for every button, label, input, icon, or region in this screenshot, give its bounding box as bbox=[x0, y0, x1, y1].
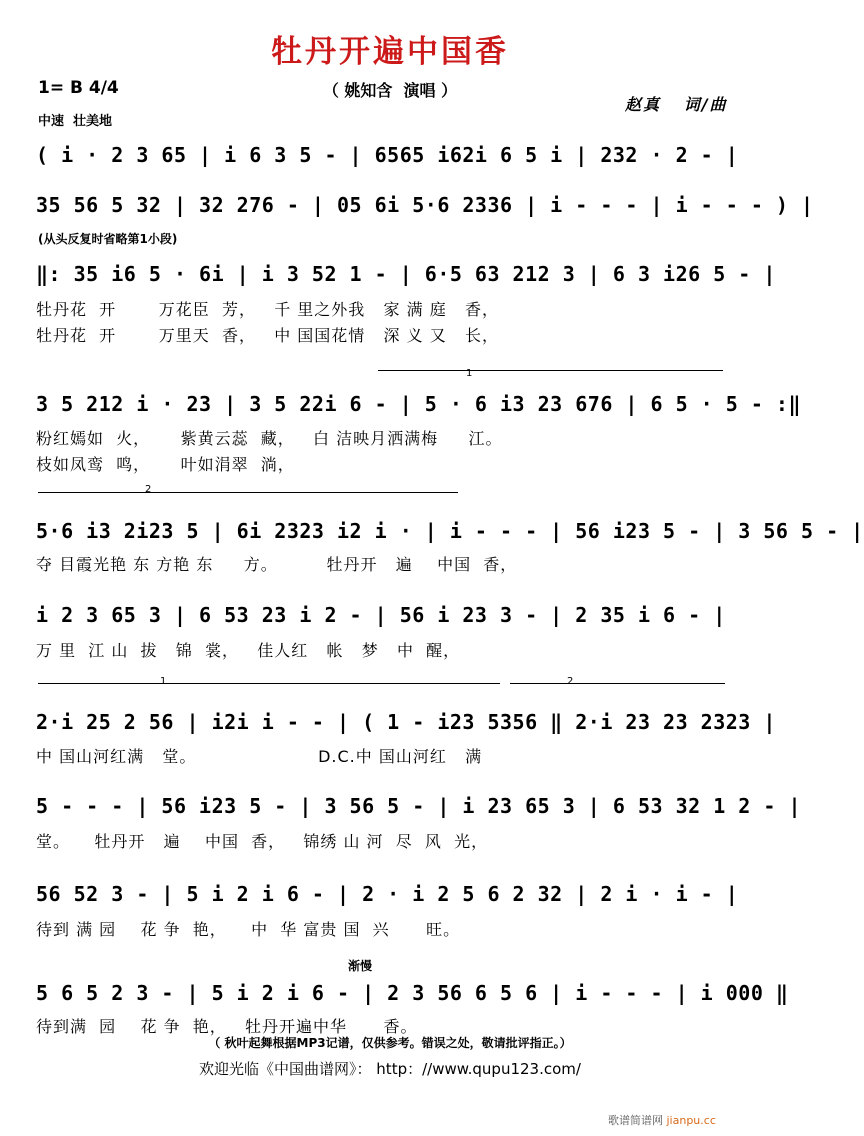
notation-row-3: ‖: 35 i6 5 · 6i | i 3 52 1 - | 6·5 63 212 3 | 6 3 i26 5 - | bbox=[36, 262, 776, 286]
transcription-note: （ 秋叶起舞根据MP3记谱，仅供参考。错误之处，敬请批评指正。） bbox=[208, 1036, 572, 1050]
volta-number-4: 2 bbox=[567, 676, 574, 687]
lyric-row-10: 待到满 园 花 争 艳， 牡丹开遍中华 香。 bbox=[36, 1017, 418, 1036]
lyric-row-4a: 粉红嫣如 火， 紫黄云蕊 藏， 白 洁映月洒满梅 江。 bbox=[36, 429, 503, 448]
repeat-remark: (从头反复时省略第1小段) bbox=[38, 232, 178, 246]
notation-row-7: 2·i 25 2 56 | i2i i - - | ( 1 - i23 5356 ‖ 2·i 23 23 2323 | bbox=[36, 710, 776, 734]
notation-row-1: ( i · 2 3 65 | i 6 3 5 - | 6565 i62i 6 5 i | 232 · 2 - | bbox=[36, 143, 739, 167]
volta-bracket-4 bbox=[510, 683, 725, 684]
key-signature: 1= B 4/4 bbox=[38, 78, 119, 98]
notation-row-10: 5 6 5 2 3 - | 5 i 2 i 6 - | 2 3 56 6 5 6 | i - - - | i 000 ‖ bbox=[36, 981, 789, 1005]
tempo-marking: 中速 壮美地 bbox=[38, 114, 113, 129]
lyric-row-4b: 枝如凤鸾 鸣， 叶如涓翠 淌， bbox=[36, 455, 295, 474]
watermark-domain: jianpu.cc bbox=[666, 1114, 716, 1127]
lyric-row-7: 中 国山河红满 堂。 D.C.中 国山河红 满 bbox=[36, 747, 483, 766]
volta-bracket-1 bbox=[378, 370, 723, 371]
watermark bbox=[608, 1112, 716, 1128]
lyric-row-8: 堂。 牡丹开 遍 中国 香， 锦绣 山 河 尽 风 光， bbox=[36, 832, 489, 851]
author-credit: 赵真 词/曲 bbox=[625, 95, 728, 114]
song-title: 牡丹开遍中国香 bbox=[271, 34, 509, 70]
ritardando-marking: 渐慢 bbox=[348, 959, 373, 973]
lyric-row-6: 万 里 江 山 拔 锦 裳， 佳人红 帐 梦 中 醒， bbox=[36, 641, 461, 660]
notation-row-4: 3 5 212 i · 23 | 3 5 22i 6 - | 5 · 6 i3 23 676 | 6 5 · 5 - :‖ bbox=[36, 392, 802, 416]
website-banner: 欢迎光临《中国曲谱网》： http：//www.qupu123.com/ bbox=[199, 1060, 581, 1078]
lyric-row-3a: 牡丹花 开 万花臣 芳， 千 里之外我 家 满 庭 香， bbox=[36, 300, 499, 319]
notation-row-8: 5 - - - | 56 i23 5 - | 3 56 5 - | i 23 65 3 | 6 53 32 1 2 - | bbox=[36, 794, 802, 818]
watermark-site-name: 歌谱简谱网 bbox=[608, 1114, 667, 1127]
volta-number-1: 1 bbox=[466, 368, 473, 379]
lyric-row-3b: 牡丹花 开 万里天 香， 中 国国花情 深 义 又 长， bbox=[36, 326, 499, 345]
notation-row-5: 5·6 i3 2i23 5 | 6i 2323 i2 i · | i - - - | 56 i23 5 - | 3 56 5 - | bbox=[36, 519, 864, 543]
notation-row-9: 56 52 3 - | 5 i 2 i 6 - | 2 · i 2 5 6 2 32 | 2 i · i - | bbox=[36, 882, 739, 906]
volta-bracket-3 bbox=[38, 683, 500, 684]
lyric-row-9: 待到 满 园 花 争 艳， 中 华 富贵 国 兴 旺。 bbox=[36, 920, 461, 939]
notation-row-6: i 2 3 65 3 | 6 53 23 i 2 - | 56 i 23 3 - | 2 35 i 6 - | bbox=[36, 603, 726, 627]
singer-credit: （ 姚知含 演唱 ） bbox=[322, 81, 458, 100]
lyric-row-5: 夺 目霞光艳 东 方艳 东 方。 牡丹开 遍 中国 香， bbox=[36, 555, 518, 574]
volta-number-2: 2 bbox=[145, 484, 152, 495]
notation-row-2: 35 56 5 32 | 32 276 - | 05 6i 5·6 2336 | i - - - | i - - - ) | bbox=[36, 193, 814, 217]
volta-bracket-2 bbox=[38, 492, 458, 493]
volta-number-3: 1 bbox=[160, 676, 167, 687]
